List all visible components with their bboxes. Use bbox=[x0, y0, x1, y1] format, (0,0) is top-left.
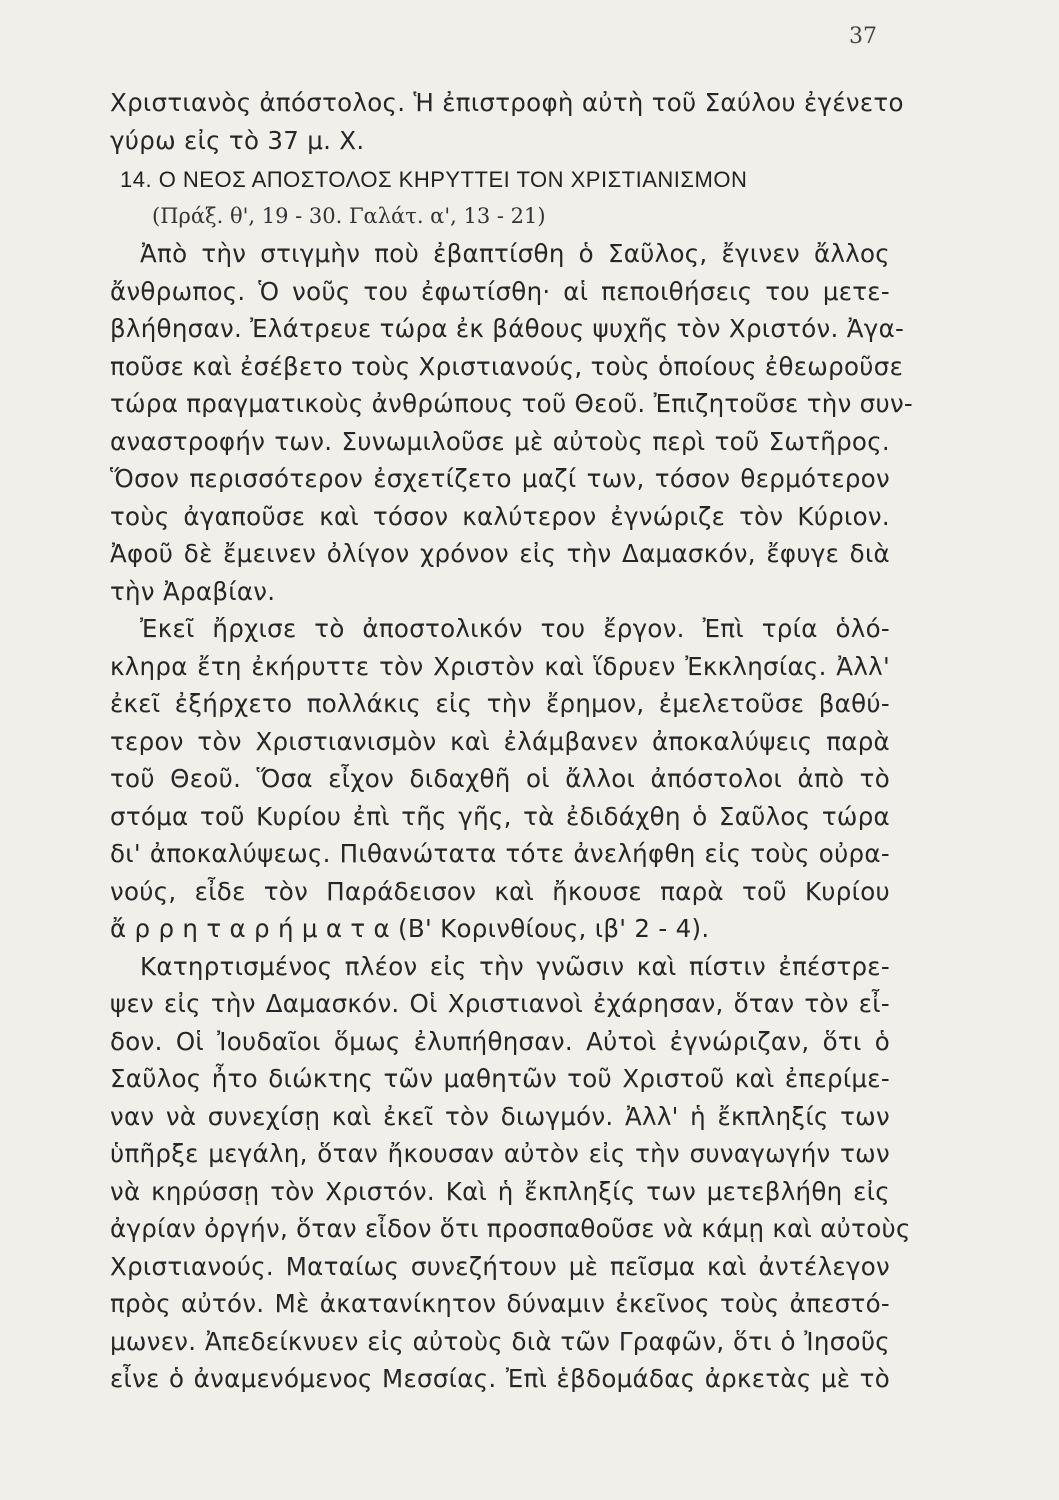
page-number: 37 bbox=[849, 24, 877, 49]
intro-line: γύρω εἰς τὸ 37 μ. Χ. bbox=[110, 125, 365, 155]
paragraph-2-line: Ἐκεῖ ἤρχισε τὸ ἀποστολικόν του ἔργον. Ἐπὶ τρία ὁλό- bbox=[140, 614, 890, 643]
paragraph-2-line: τοῦ Θεοῦ. Ὅσα εἶχον διδαχθῆ οἱ ἄλλοι ἀπόστολοι ἀπὸ τὸ bbox=[110, 764, 890, 793]
paragraph-1-line: Ὅσον περισσότερον ἐσχετίζετο μαζί των, τόσον θερμότερον bbox=[110, 464, 890, 493]
paragraph-1-line: Ἀπὸ τὴν στιγμὴν ποὺ ἐβαπτίσθη ὁ Σαῦλος, ἔγινεν ἄλλος bbox=[140, 239, 890, 268]
paragraph-3-line: εἶνε ὁ ἀναμενόμενος Μεσσίας. Ἐπὶ ἑβδομάδας ἀρκετὰς μὲ τὸ bbox=[110, 1364, 890, 1393]
paragraph-3-line: ὑπῆρξε μεγάλη, ὅταν ἤκουσαν αὐτὸν εἰς τὴν συναγωγήν των bbox=[110, 1139, 890, 1168]
paragraph-2-line: ἐκεῖ ἐξήρχετο πολλάκις εἰς τὴν ἔρημον, ἐμελετοῦσε βαθύ- bbox=[110, 689, 890, 718]
paragraph-2-line: στόμα τοῦ Κυρίου ἐπὶ τῆς γῆς, τὰ ἐδιδάχθη ὁ Σαῦλος τώρα bbox=[110, 801, 890, 831]
paragraph-1-line: τὴν Ἀραβίαν. bbox=[110, 576, 276, 606]
paragraph-2-line: ἄ ρ ρ η τ α ρ ή μ α τ α (Β' Κορινθίους, ιβ' 2 - 4). bbox=[110, 914, 710, 943]
intro-line: Χριστιανὸς ἀπόστολος. Ἡ ἐπιστροφὴ αὐτὴ τοῦ Σαύλου ἐγένετο bbox=[110, 88, 904, 117]
section-heading: 14. Ο ΝΕΟΣ ΑΠΟΣΤΟΛΟΣ ΚΗΡΥΤΤΕΙ ΤΟΝ ΧΡΙΣΤΙΑΝΙΣΜΟΝ bbox=[120, 167, 748, 192]
scripture-reference: (Πράξ. θ', 19 - 30. Γαλάτ. α', 13 - 21) bbox=[152, 204, 546, 228]
paragraph-1-line: Ἀφοῦ δὲ ἔμεινεν ὀλίγον χρόνον εἰς τὴν Δαμασκόν, ἔφυγε διὰ bbox=[110, 539, 890, 568]
paragraph-3-line: νὰ κηρύσσῃ τὸν Χριστόν. Καὶ ἡ ἔκπληξίς των μετεβλήθη εἰς bbox=[110, 1176, 890, 1206]
paragraph-2-line: τερον τὸν Χριστιανισμὸν καὶ ἐλάμβανεν ἀποκαλύψεις παρὰ bbox=[110, 726, 890, 756]
paragraph-1-line: τώρα πραγματικοὺς ἀνθρώπους τοῦ Θεοῦ. Ἐπιζητοῦσε τὴν συν- bbox=[110, 389, 914, 418]
paragraph-2-line: κληρα ἔτη ἐκήρυττε τὸν Χριστὸν καὶ ἵδρυεν Ἐκκλησίας. Ἀλλ' bbox=[110, 651, 890, 681]
paragraph-3-line: ναν νὰ συνεχίσῃ καὶ ἐκεῖ τὸν διωγμόν. Ἀλλ' ἡ ἔκπληξίς των bbox=[110, 1101, 890, 1131]
paragraph-3-line: μωνεν. Ἀπεδείκνυεν εἰς αὐτοὺς διὰ τῶν Γραφῶν, ὅτι ὁ Ἰησοῦς bbox=[110, 1326, 890, 1356]
paragraph-3-line: ἀγρίαν ὀργήν, ὅταν εἶδον ὅτι προσπαθοῦσε νὰ κάμῃ καὶ αὐτοὺς bbox=[110, 1214, 911, 1243]
paragraph-1-line: βλήθησαν. Ἐλάτρευε τώρα ἐκ βάθους ψυχῆς τὸν Χριστόν. Ἀγα- bbox=[110, 314, 905, 343]
paragraph-3-line: ψεν εἰς τὴν Δαμασκόν. Οἱ Χριστιανοὶ ἐχάρησαν, ὅταν τὸν εἶ- bbox=[110, 989, 890, 1018]
text-body bbox=[110, 84, 914, 1398]
paragraph-3-line: Χριστιανούς. Ματαίως συνεζήτουν μὲ πεῖσμα καὶ ἀντέλεγον bbox=[110, 1251, 890, 1281]
paragraph-1-line: τοὺς ἀγαποῦσε καὶ τόσον καλύτερον ἐγνώριζε τὸν Κύριον. bbox=[110, 501, 890, 531]
paragraph-3-line: δον. Οἱ Ἰουδαῖοι ὅμως ἐλυπήθησαν. Αὐτοὶ ἐγνώριζαν, ὅτι ὁ bbox=[110, 1026, 890, 1056]
paragraph-3-line: Σαῦλος ἦτο διώκτης τῶν μαθητῶν τοῦ Χριστοῦ καὶ ἐπερίμε- bbox=[110, 1064, 890, 1093]
paragraph-3-line: Κατηρτισμένος πλέον εἰς τὴν γνῶσιν καὶ πίστιν ἐπέστρε- bbox=[140, 951, 890, 981]
paragraph-2-line: δι' ἀποκαλύψεως. Πιθανώτατα τότε ἀνελήφθη εἰς τοὺς οὐρα- bbox=[110, 839, 890, 868]
paragraph-1-line: ποῦσε καὶ ἐσέβετο τοὺς Χριστιανούς, τοὺς ὁποίους ἐθεωροῦσε bbox=[110, 351, 904, 381]
paragraph-1-line: ἄνθρωπος. Ὁ νοῦς του ἐφωτίσθη· αἱ πεποιθήσεις του μετε- bbox=[110, 276, 890, 306]
paragraph-1-line: αναστροφήν των. Συνωμιλοῦσε μὲ αὐτοὺς περὶ τοῦ Σωτῆρος. bbox=[110, 426, 890, 456]
paragraph-2-line: νούς, εἶδε τὸν Παράδεισον καὶ ἤκουσε παρὰ τοῦ Κυρίου bbox=[110, 876, 890, 906]
paragraph-3-line: πρὸς αὐτόν. Μὲ ἀκατανίκητον δύναμιν ἐκεῖνος τοὺς ἀπεστό- bbox=[110, 1289, 890, 1318]
